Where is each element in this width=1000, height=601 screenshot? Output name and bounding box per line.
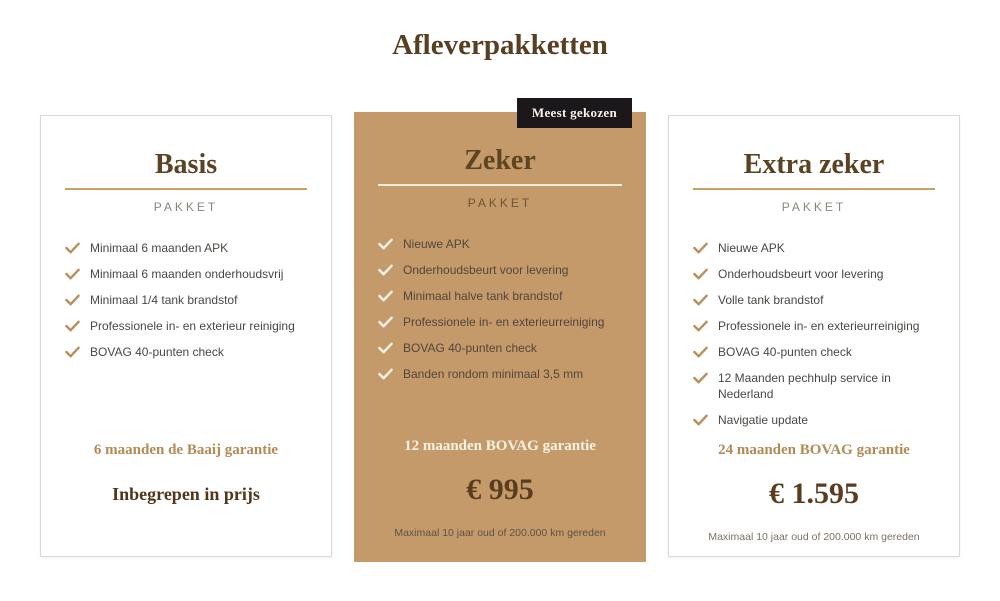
feature-label: Minimaal 1/4 tank brandstof — [90, 292, 238, 307]
feature-item — [693, 370, 935, 402]
pricing-card-zeker — [354, 104, 646, 562]
feature-label: BOVAG 40-punten check — [90, 344, 224, 359]
check-icon — [65, 320, 80, 332]
feature-list — [693, 240, 935, 440]
guarantee-text: 24 maanden BOVAG garantie — [718, 441, 910, 458]
card-subtitle: PAKKET — [153, 199, 219, 214]
feature-label: Nieuwe APK — [718, 240, 785, 255]
check-icon — [693, 320, 708, 332]
check-icon — [693, 414, 708, 426]
card-subtitle: PAKKET — [781, 199, 847, 214]
feature-item — [378, 236, 622, 252]
pricing-card-basis — [40, 115, 332, 557]
disclaimer-text: Maximaal 10 jaar oud of 200.000 km gereden — [708, 530, 920, 543]
check-icon — [693, 242, 708, 254]
card-title: Basis — [154, 148, 218, 180]
disclaimer-text: Maximaal 10 jaar oud of 200.000 km gereden — [394, 526, 606, 539]
feature-label: Minimaal 6 maanden APK — [90, 240, 229, 255]
feature-label: Minimaal 6 maanden onderhoudsvrij — [90, 266, 284, 281]
feature-label: Onderhoudsbeurt voor levering — [403, 262, 569, 277]
feature-item — [378, 366, 622, 382]
feature-item — [693, 292, 935, 308]
check-icon — [693, 346, 708, 358]
check-icon — [378, 238, 393, 250]
feature-item — [693, 240, 935, 256]
feature-item — [65, 318, 307, 334]
feature-list — [378, 236, 622, 436]
check-icon — [378, 342, 393, 354]
feature-item — [65, 344, 307, 360]
check-icon — [65, 242, 80, 254]
card-title: Extra zeker — [743, 148, 885, 180]
most-chosen-badge: Meest gekozen — [517, 98, 632, 128]
title-divider — [693, 188, 935, 190]
feature-item — [693, 344, 935, 360]
feature-item — [378, 340, 622, 356]
feature-item — [378, 314, 622, 330]
price-text: € 1.595 — [769, 476, 859, 510]
pricing-card-extra-zeker — [668, 115, 960, 557]
feature-item — [65, 240, 307, 256]
check-icon — [378, 264, 393, 276]
card-subtitle: PAKKET — [467, 195, 533, 210]
feature-label: Navigatie update — [718, 412, 809, 427]
feature-label: 12 Maanden pechhulp service in Nederland — [718, 370, 891, 401]
price-text: € 995 — [466, 472, 534, 506]
feature-label: Professionele in- en exterieurreiniging — [403, 314, 605, 329]
feature-item — [378, 262, 622, 278]
feature-label: BOVAG 40-punten check — [403, 340, 537, 355]
check-icon — [693, 372, 708, 384]
feature-item — [693, 412, 935, 428]
check-icon — [378, 316, 393, 328]
title-divider — [65, 188, 307, 190]
price-text: Inbegrepen in prijs — [112, 483, 260, 504]
pricing-cards-row — [0, 104, 1000, 562]
card-title: Zeker — [464, 144, 536, 176]
feature-label: Minimaal halve tank brandstof — [403, 288, 563, 303]
feature-label: Nieuwe APK — [403, 236, 470, 251]
feature-label: Volle tank brandstof — [718, 292, 824, 307]
check-icon — [693, 268, 708, 280]
check-icon — [65, 346, 80, 358]
feature-item — [693, 266, 935, 282]
check-icon — [65, 294, 80, 306]
feature-list — [65, 240, 307, 440]
feature-item — [65, 292, 307, 308]
feature-label: Professionele in- en exterieurreiniging — [718, 318, 920, 333]
check-icon — [65, 268, 80, 280]
feature-item — [693, 318, 935, 334]
feature-item — [65, 266, 307, 282]
feature-item — [378, 288, 622, 304]
feature-label: Onderhoudsbeurt voor levering — [718, 266, 884, 281]
guarantee-text: 6 maanden de Baaij garantie — [93, 441, 279, 458]
check-icon — [693, 294, 708, 306]
feature-label: Banden rondom minimaal 3,5 mm — [403, 366, 584, 381]
feature-label: BOVAG 40-punten check — [718, 344, 852, 359]
feature-label: Professionele in- en exterieur reiniging — [90, 318, 295, 333]
check-icon — [378, 290, 393, 302]
title-divider — [378, 184, 622, 186]
page-title: Afleverpakketten — [392, 29, 608, 61]
guarantee-text: 12 maanden BOVAG garantie — [404, 437, 596, 454]
check-icon — [378, 368, 393, 380]
